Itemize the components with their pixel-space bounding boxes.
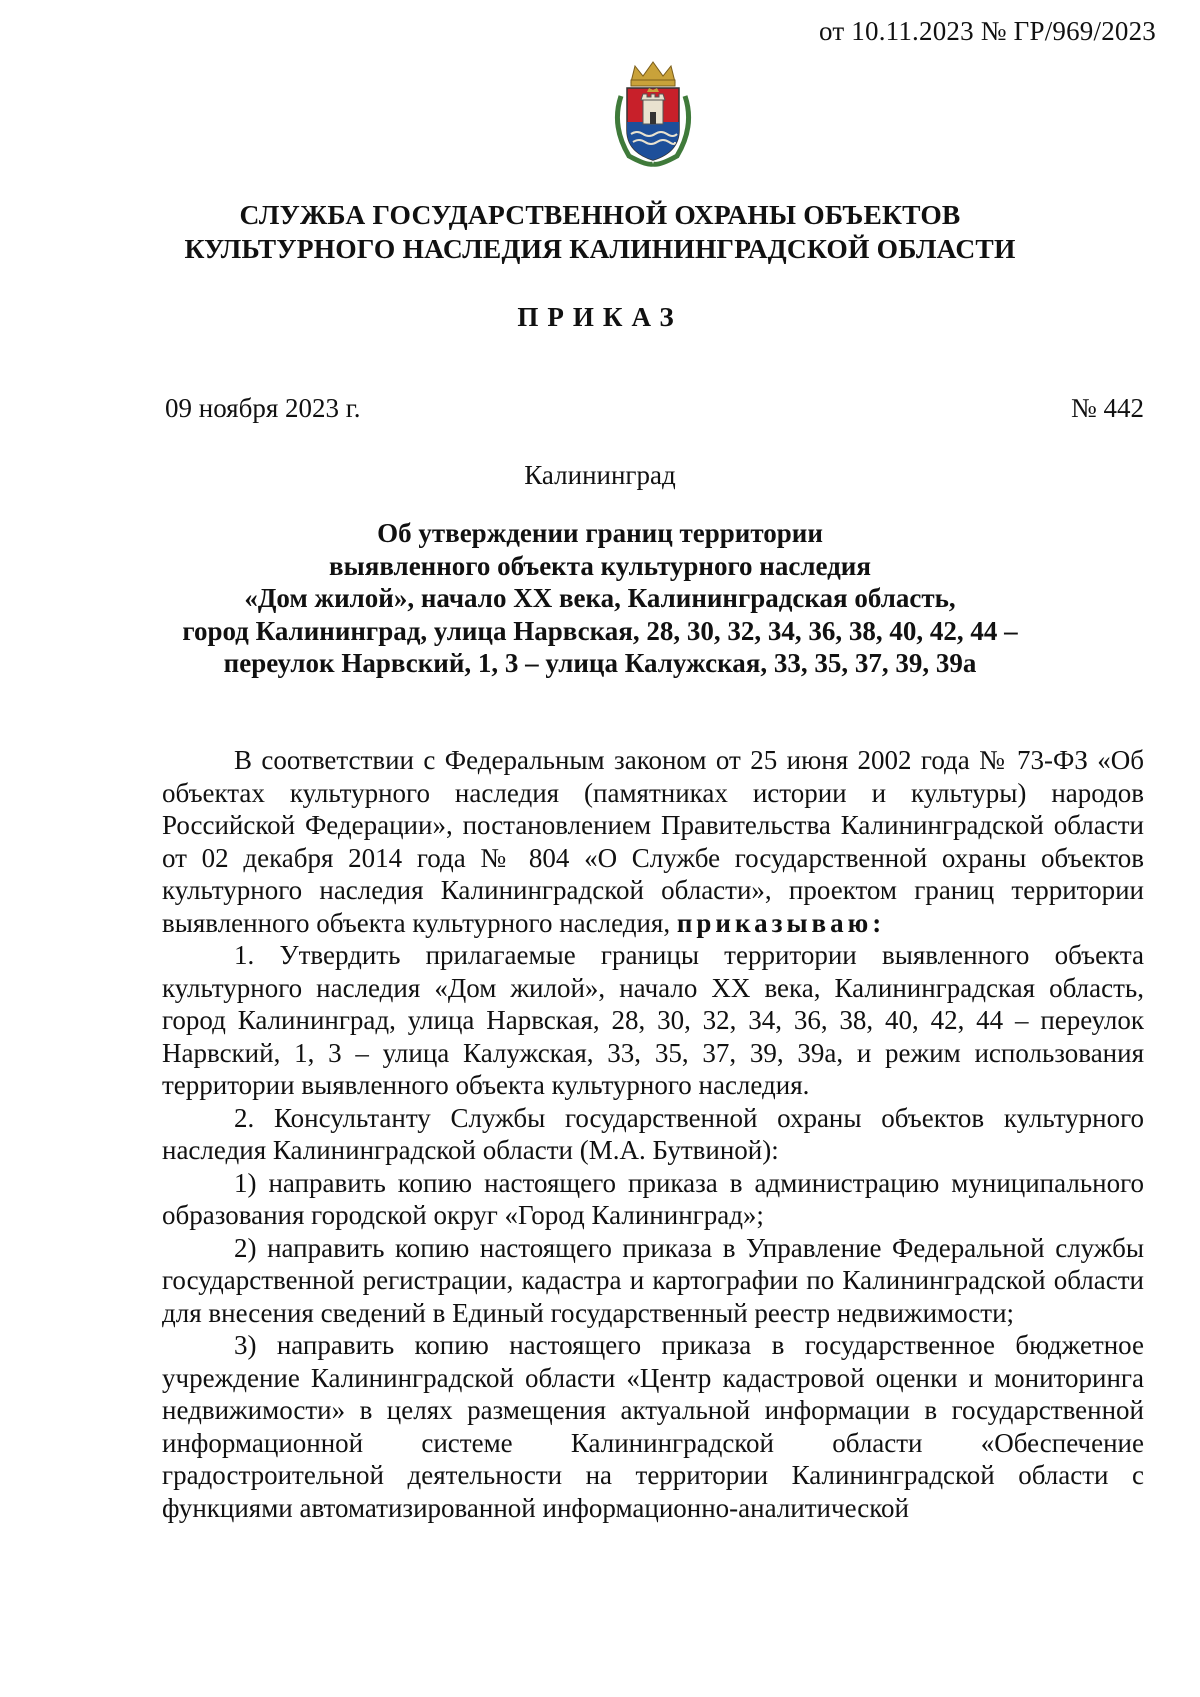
- organization-title-line-1: СЛУЖБА ГОСУДАРСТВЕННОЙ ОХРАНЫ ОБЪЕКТОВ: [239, 199, 961, 230]
- subject-line-5: переулок Нарвский, 1, 3 – улица Калужская, 33, 35, 37, 39, 39а: [223, 648, 977, 678]
- order-word: приказываю:: [676, 907, 886, 938]
- body-item-2: 2. Консультанту Службы государственной охраны объектов культурного наследия Калининградской области (М.А. Бутвиной):: [162, 1102, 1144, 1165]
- organization-title: [160, 198, 1040, 266]
- body-item-2-2: 2) направить копию настоящего приказа в Управление Федеральной службы государственной регистрации, кадастра и картографии по Калининградской области для внесения сведений в Единый государственный реестр недвижимости;: [162, 1232, 1144, 1328]
- body-item-2-1: 1) направить копию настоящего приказа в администрацию муниципального образования городской округ «Город Калининград»;: [162, 1167, 1144, 1230]
- subject-line-4: город Калининград, улица Нарвская, 28, 30, 32, 34, 36, 38, 40, 42, 44 –: [182, 615, 1018, 646]
- subject-line-2: выявленного объекта культурного наследия: [329, 550, 871, 581]
- subject-line-3: «Дом жилой», начало XX века, Калининградская область,: [244, 583, 956, 613]
- kaliningrad-coat-of-arms-icon: [607, 56, 699, 168]
- document-subject: [120, 517, 1080, 680]
- preamble-text: В соответствии с Федеральным законом от 25 июня 2002 года № 73-ФЗ «Об объектах культурного наследия (памятниках истории и культуры) народов Российской Федерации», постановлением Правительства Калининградской области от 02 декабря 2014 года № 804 «О Службе государственной охраны объектов культурного наследия Калининградской области», проектом границ территории выявленного объекта культурного наследия,: [162, 745, 1144, 938]
- document-number: № 442: [1070, 393, 1144, 423]
- body-item-1: 1. Утвердить прилагаемые границы территории выявленного объекта культурного наследия «Дом жилой», начало XX века, Калининградская область, город Калининград, улица Нарвская, 28, 30, 32, 34, 36, 38, 40, 42, 44 – переулок Нарвский, 1, 3 – улица Калужская, 33, 35, 37, 39, 39а, и режим использования территории выявленного объекта культурного наследия.: [162, 940, 1144, 1100]
- body-preamble: [162, 744, 1144, 939]
- document-type: ПРИКАЗ: [517, 302, 683, 332]
- body-item-2-3: 3) направить копию настоящего приказа в государственное бюджетное учреждение Калининградской области «Центр кадастровой оценки и мониторинга недвижимости» в целях размещения актуальной информации в государственной информационной системе Калининградской области «Обеспечение градостроительной деятельности на территории Калининградской области с функциями автоматизированной информационно-аналитической: [162, 1330, 1144, 1523]
- organization-title-line-2: КУЛЬТУРНОГО НАСЛЕДИЯ КАЛИНИНГРАДСКОЙ ОБЛАСТИ: [184, 233, 1016, 264]
- document-reference: от 10.11.2023 № ГР/969/2023: [819, 16, 1156, 46]
- subject-line-1: Об утверждении границ территории: [377, 518, 823, 548]
- document-date: 09 ноября 2023 г.: [165, 393, 361, 423]
- document-city: Калининград: [524, 460, 676, 490]
- document-body: [162, 744, 1144, 1524]
